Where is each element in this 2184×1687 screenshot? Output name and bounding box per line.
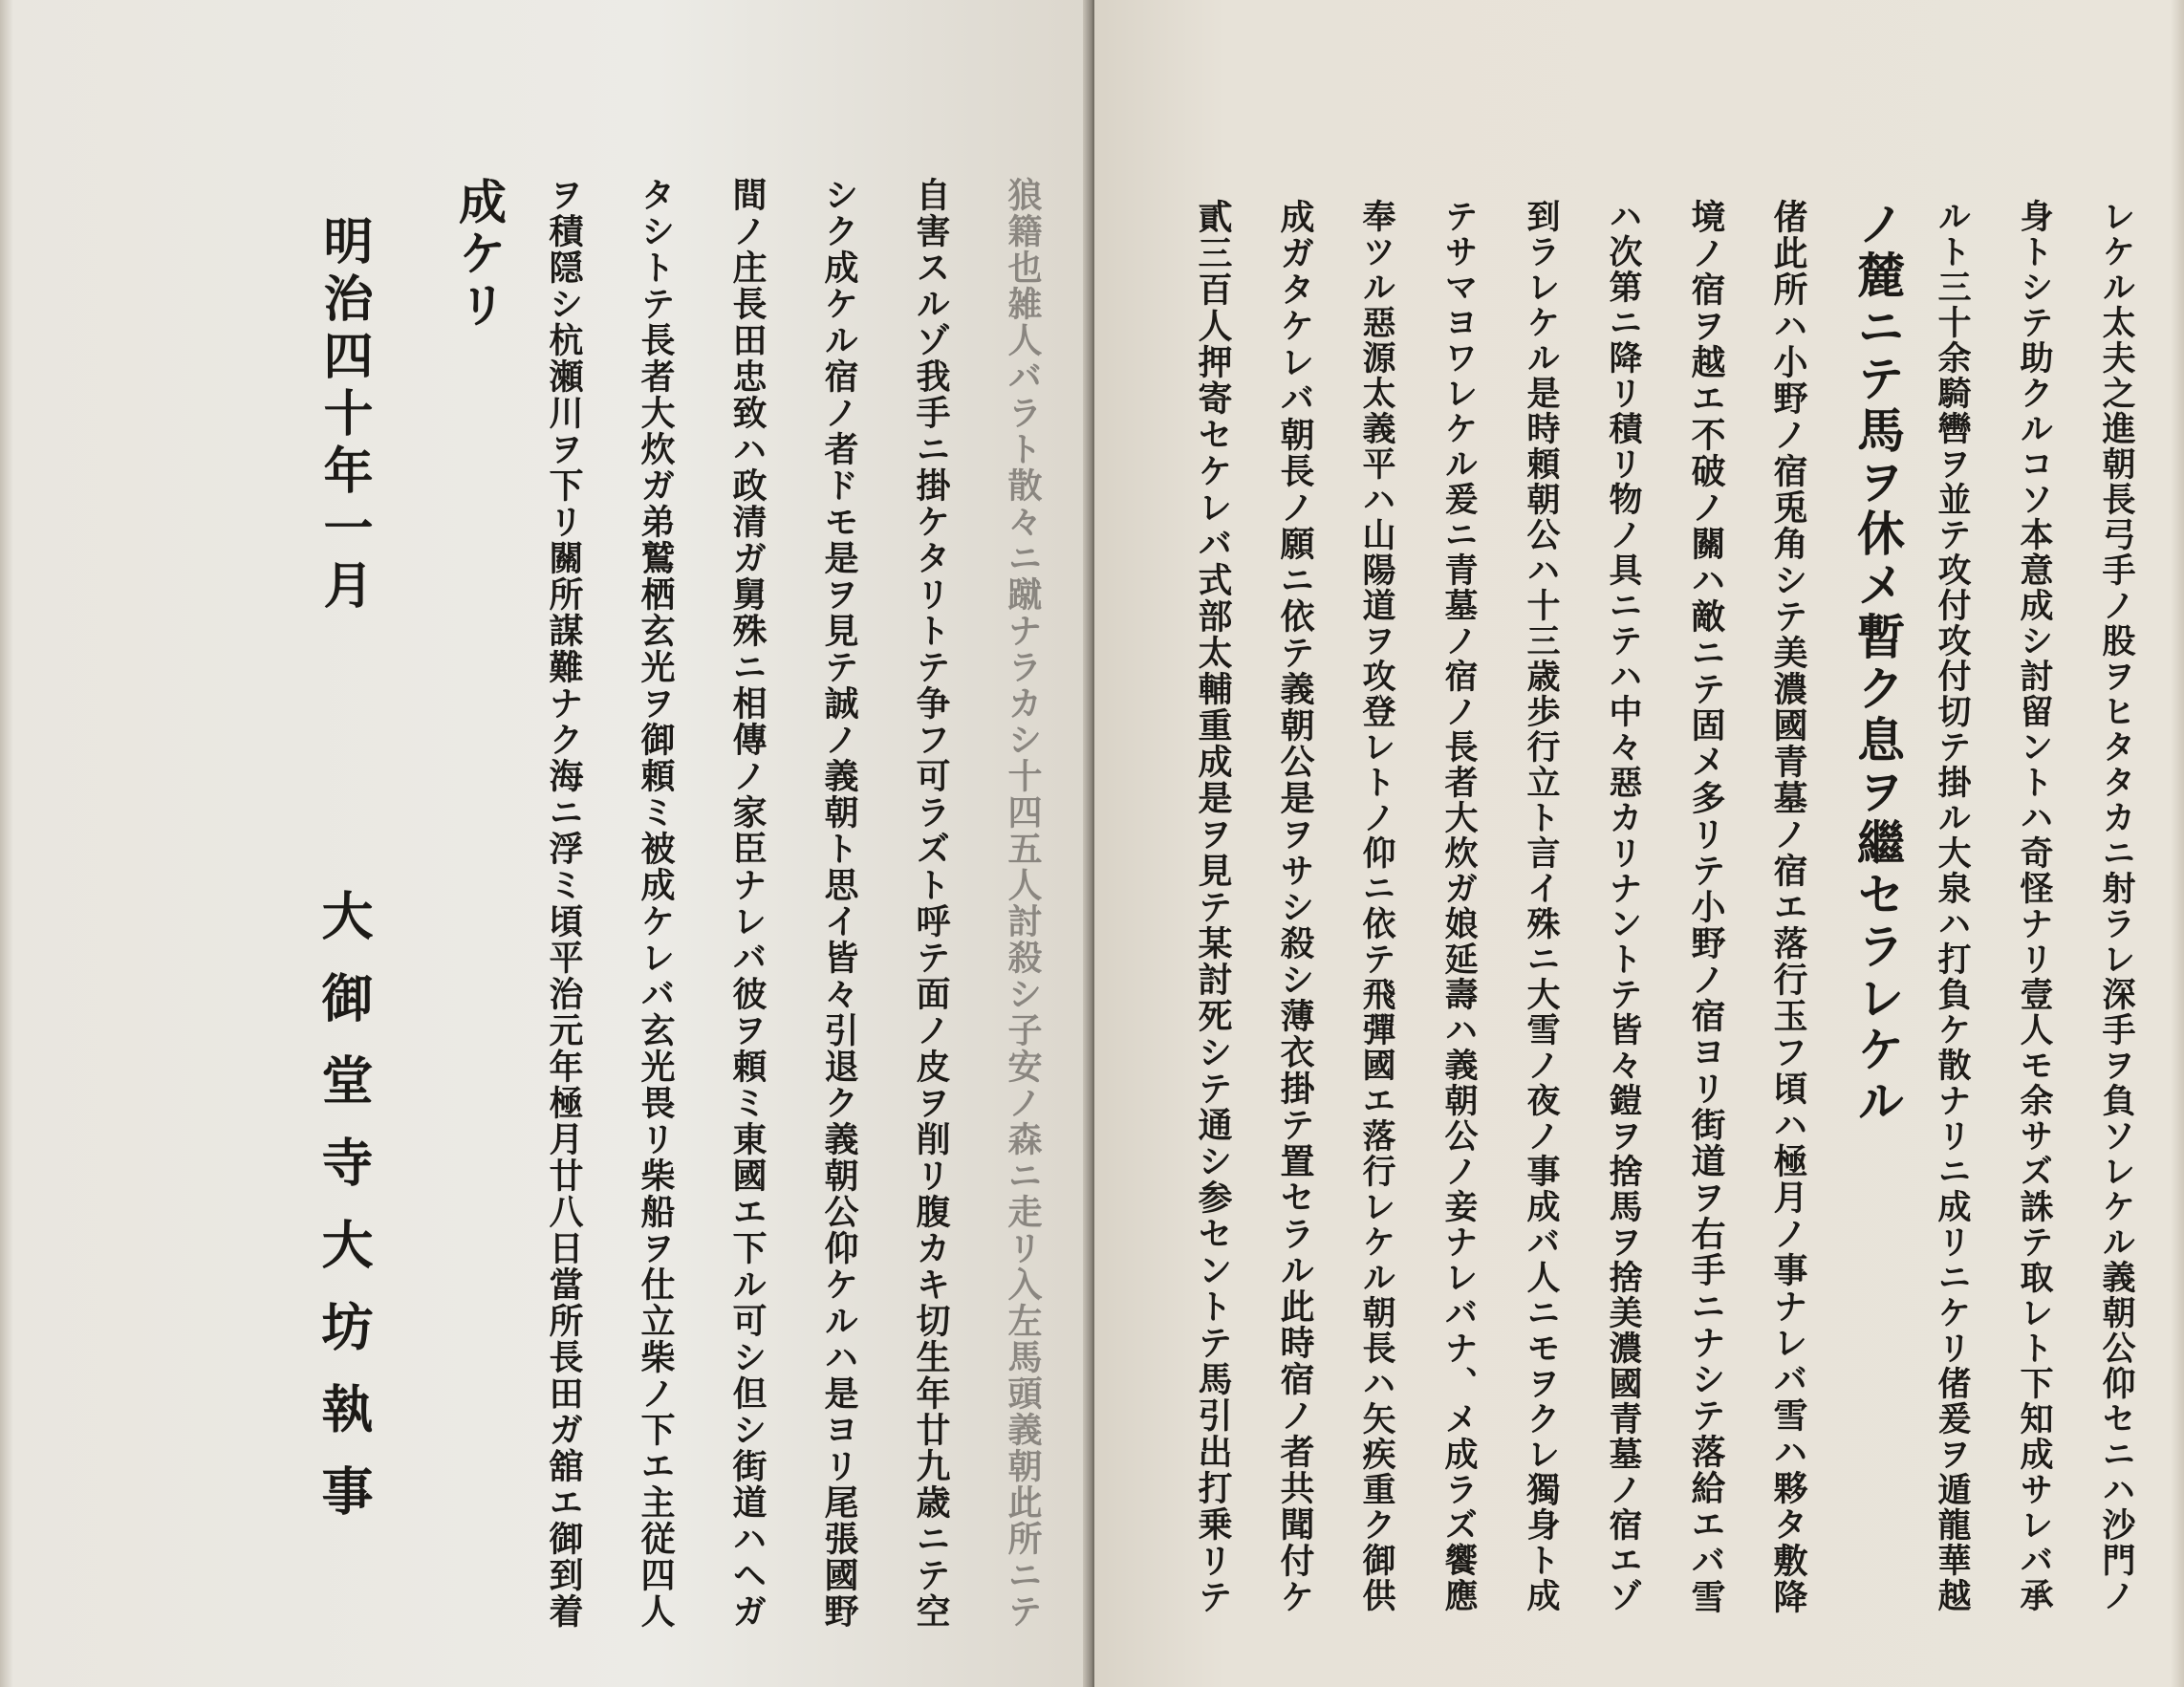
text-column: 奉ツル惡源太義平ハ山陽道ヲ攻登レトノ仰ニ依テ飛彈國エ落行レケル朝長ハ矢疾重ク御供 <box>1357 199 1396 1613</box>
text-column: シク成ケル宿ノ者ドモ是ヲ見テ誠ノ義朝ト思イ皆々引退ク義朝公仰ケルハ是ヨリ尾張國野 <box>819 177 859 1630</box>
right-page <box>1094 0 2184 1687</box>
text-column: 偖此所ハ小野ノ宿兎角シテ美濃國青墓ノ宿エ落行玉フ頃ハ極月ノ事ナレバ雪ハ夥タ敷降 <box>1768 199 1808 1615</box>
left-page <box>0 0 1090 1687</box>
text-column: ノ麓ニテ馬ヲ休メ暫ク息ヲ繼セラレケル <box>1849 199 1906 1128</box>
text-column: ハ次第ニ降リ積リ物ノ具ニテハ中々惡カリナントテ皆々鎧ヲ捨馬ヲ捨美濃國青墓ノ宿エゾ <box>1604 199 1643 1613</box>
text-column: 成ケリ <box>451 177 508 332</box>
text-column: 狼籍也雑人バラト散々ニ蹴ナラカシ十四五人討殺シ子安ノ森ニ走リ入左馬頭義朝此所ニテ <box>1003 177 1043 1630</box>
text-column: 間ノ庄長田忠致ハ政清ガ舅殊ニ相傳ノ家臣ナレバ彼ヲ頼ミ東國エ下ル可シ但シ街道ハヘガ <box>727 177 768 1630</box>
text-column: タシトテ長者大炊ガ弟鷲栖玄光ヲ御頼ミ被成ケレバ玄光畏リ柴船ヲ仕立柴ノ下エ主従四人 <box>636 177 676 1630</box>
text-column: レケル太夫之進朝長弓手ノ股ヲヒタタカニ射ラレ深手ヲ負ソレケル義朝公仰セニハ沙門ノ <box>2097 199 2136 1613</box>
page-edge-right <box>2171 0 2184 1687</box>
text-column: 到ラレケル是時頼朝公ハ十三歳歩行立ト言イ殊ニ大雪ノ夜ノ事成バ人ニモヲクレ獨身ト成 <box>1522 199 1561 1613</box>
text-column: 境ノ宿ヲ越エ不破ノ關ハ敵ニテ固メ多リテ小野ノ宿ヨリ街道ヲ右手ニナシテ落給エバ雪 <box>1686 199 1726 1615</box>
text-column: 自害スルゾ我手ニ掛ケタリトテ争フ可ラズト呼テ面ノ皮ヲ削リ腹カキ切生年廿九歳ニテ空 <box>911 177 951 1630</box>
text-column: 身トシテ助クルコソ本意成シ討留ントハ奇怪ナリ壹人モ余サズ誅テ取レト下知成サレバ承 <box>2015 199 2054 1613</box>
text-column: 貳三百人押寄セケレバ式部太輔重成是ヲ見テ某討死シテ通シ参セントテ馬引出打乗リテ <box>1193 199 1233 1615</box>
text-column: ルト三十余騎轡ヲ並テ攻付攻付切テ掛ル大泉ハ打負ケ散ナリニ成リニケリ偖爰ヲ遁龍華越 <box>1933 199 1972 1613</box>
text-column: テサマヨワレケル爰ニ青墓ノ宿ノ長者大炊ガ娘延壽ハ義朝公ノ妾ナレバナ、メ成ラズ饗應 <box>1439 199 1479 1613</box>
text-column: 成ガタケレバ朝長ノ願ニ依テ義朝公是ヲサシ殺シ薄衣掛テ置セラル此時宿ノ者共聞付ケ <box>1275 199 1315 1615</box>
signature: 大御堂寺大坊執事 <box>314 889 375 1546</box>
date-line: 明治四十年一月 <box>314 215 373 616</box>
text-column: ヲ積隠シ杭瀬川ヲ下リ關所謀難ナク海ニ浮ミ頃平治元年極月廿八日當所長田ガ舘エ御到着 <box>544 177 584 1630</box>
page-edge-left <box>0 0 13 1687</box>
